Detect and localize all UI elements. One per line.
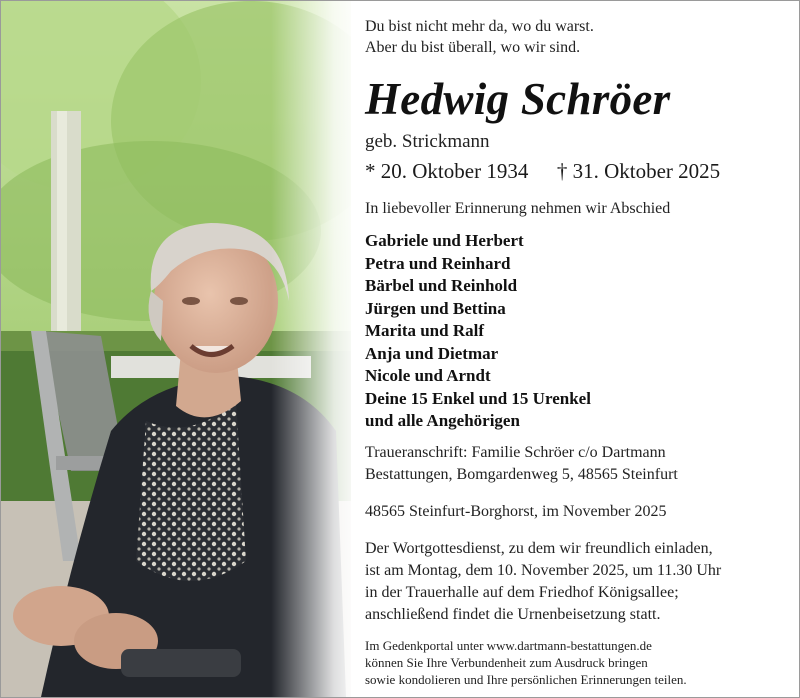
family-list bbox=[365, 230, 591, 433]
portal-line: Im Gedenkportal unter www.dartmann-bestattungen.de bbox=[365, 638, 652, 653]
address-line: Traueranschrift: Familie Schröer c/o Dartmann bbox=[365, 444, 666, 461]
family-member: Bärbel und Reinhold bbox=[365, 276, 518, 295]
service-line: anschließend findet die Urnenbeisetzung statt. bbox=[365, 606, 661, 623]
place-date: 48565 Steinfurt-Borghorst, im November 2025 bbox=[365, 503, 667, 520]
family-member: Petra und Reinhard bbox=[365, 253, 511, 273]
photo-fade bbox=[271, 1, 351, 697]
portal-line: können Sie Ihre Verbundenheit zum Ausdruck bringen bbox=[365, 655, 648, 670]
birth-date: * 20. Oktober 1934 bbox=[365, 159, 529, 183]
death-date: † 31. Oktober 2025 bbox=[556, 159, 721, 183]
address-block bbox=[365, 442, 678, 486]
family-member: Nicole und Arndt bbox=[365, 366, 491, 385]
family-member: Anja und Dietmar bbox=[365, 343, 499, 363]
intro-line: In liebevoller Erinnerung nehmen wir Abschied bbox=[365, 200, 671, 217]
family-member: Jürgen und Bettina bbox=[365, 298, 506, 318]
service-line: ist am Montag, dem 10. November 2025, um 11.30 Uhr bbox=[365, 562, 722, 579]
address-line: Bestattungen, Bomgardenweg 5, 48565 Steinfurt bbox=[365, 466, 678, 483]
portrait-photo bbox=[1, 1, 351, 697]
family-member: Gabriele und Herbert bbox=[365, 231, 524, 250]
motto-line: Du bist nicht mehr da, wo du warst. bbox=[365, 18, 594, 35]
portal-line: sowie kondolieren und Ihre persönlichen Erinnerungen teilen. bbox=[365, 672, 687, 687]
service-line: Der Wortgottesdienst, zu dem wir freundlich einladen, bbox=[365, 540, 713, 557]
deceased-name: Hedwig Schröer bbox=[365, 74, 671, 124]
family-member: Deine 15 Enkel und 15 Urenkel bbox=[365, 388, 591, 408]
family-member: Marita und Ralf bbox=[365, 321, 484, 340]
service-block bbox=[365, 538, 721, 626]
portal-block bbox=[365, 637, 687, 688]
born-name: geb. Strickmann bbox=[365, 131, 490, 152]
family-member: und alle Angehörigen bbox=[365, 411, 520, 430]
motto-line: Aber du bist überall, wo wir sind. bbox=[365, 39, 581, 56]
service-line: in der Trauerhalle auf dem Friedhof Königsallee; bbox=[365, 584, 679, 601]
life-dates bbox=[365, 159, 720, 184]
